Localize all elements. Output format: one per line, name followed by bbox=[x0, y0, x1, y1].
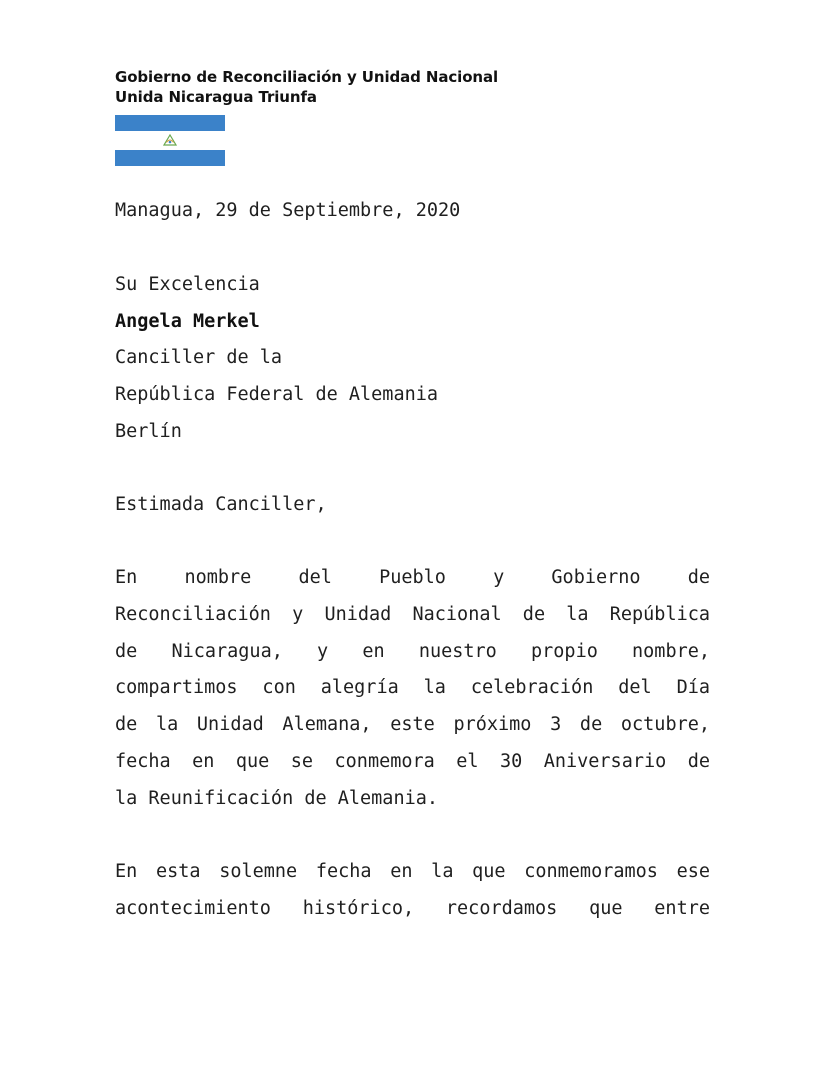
paragraph-2 bbox=[115, 854, 710, 928]
paragraph-1-line: fecha en que se conmemora el 30 Aniversario de bbox=[115, 750, 710, 772]
paragraph-2-line: En esta solemne fecha en la que conmemoramos ese bbox=[115, 861, 710, 882]
letterhead bbox=[115, 67, 498, 107]
recipient-city: Berlín bbox=[115, 421, 182, 442]
letterhead-line-1: Gobierno de Reconciliación y Unidad Nacional bbox=[115, 68, 499, 86]
flag-top-stripe bbox=[115, 115, 225, 131]
greeting: Estimada Canciller, bbox=[115, 494, 327, 515]
nicaragua-flag-icon bbox=[115, 115, 225, 166]
paragraph-2-line: acontecimiento histórico, recordamos que entre bbox=[115, 897, 710, 919]
paragraph-1 bbox=[115, 560, 710, 818]
paragraph-1-line: la Reunificación de Alemania. bbox=[115, 787, 439, 809]
flag-bottom-stripe bbox=[115, 150, 225, 166]
recipient-name: Angela Merkel bbox=[115, 311, 260, 332]
letter-page bbox=[115, 0, 710, 1068]
paragraph-1-line: Reconciliación y Unidad Nacional de la República bbox=[115, 603, 710, 625]
recipient-position-1: Canciller de la bbox=[115, 347, 283, 368]
place-and-date: Managua, 29 de Septiembre, 2020 bbox=[115, 200, 461, 221]
paragraph-1-line: compartimos con alegría la celebración del Día bbox=[115, 677, 710, 699]
paragraph-1-line: de Nicaragua, y en nuestro propio nombre, bbox=[115, 640, 710, 662]
letterhead-line-2: Unida Nicaragua Triunfa bbox=[115, 88, 317, 106]
flag-emblem-icon bbox=[163, 134, 177, 146]
recipient-position-2: República Federal de Alemania bbox=[115, 384, 439, 405]
paragraph-1-line: de la Unidad Alemana, este próximo 3 de octubre, bbox=[115, 714, 710, 736]
recipient-title: Su Excelencia bbox=[115, 274, 260, 295]
paragraph-1-line: En nombre del Pueblo y Gobierno de bbox=[115, 567, 710, 588]
